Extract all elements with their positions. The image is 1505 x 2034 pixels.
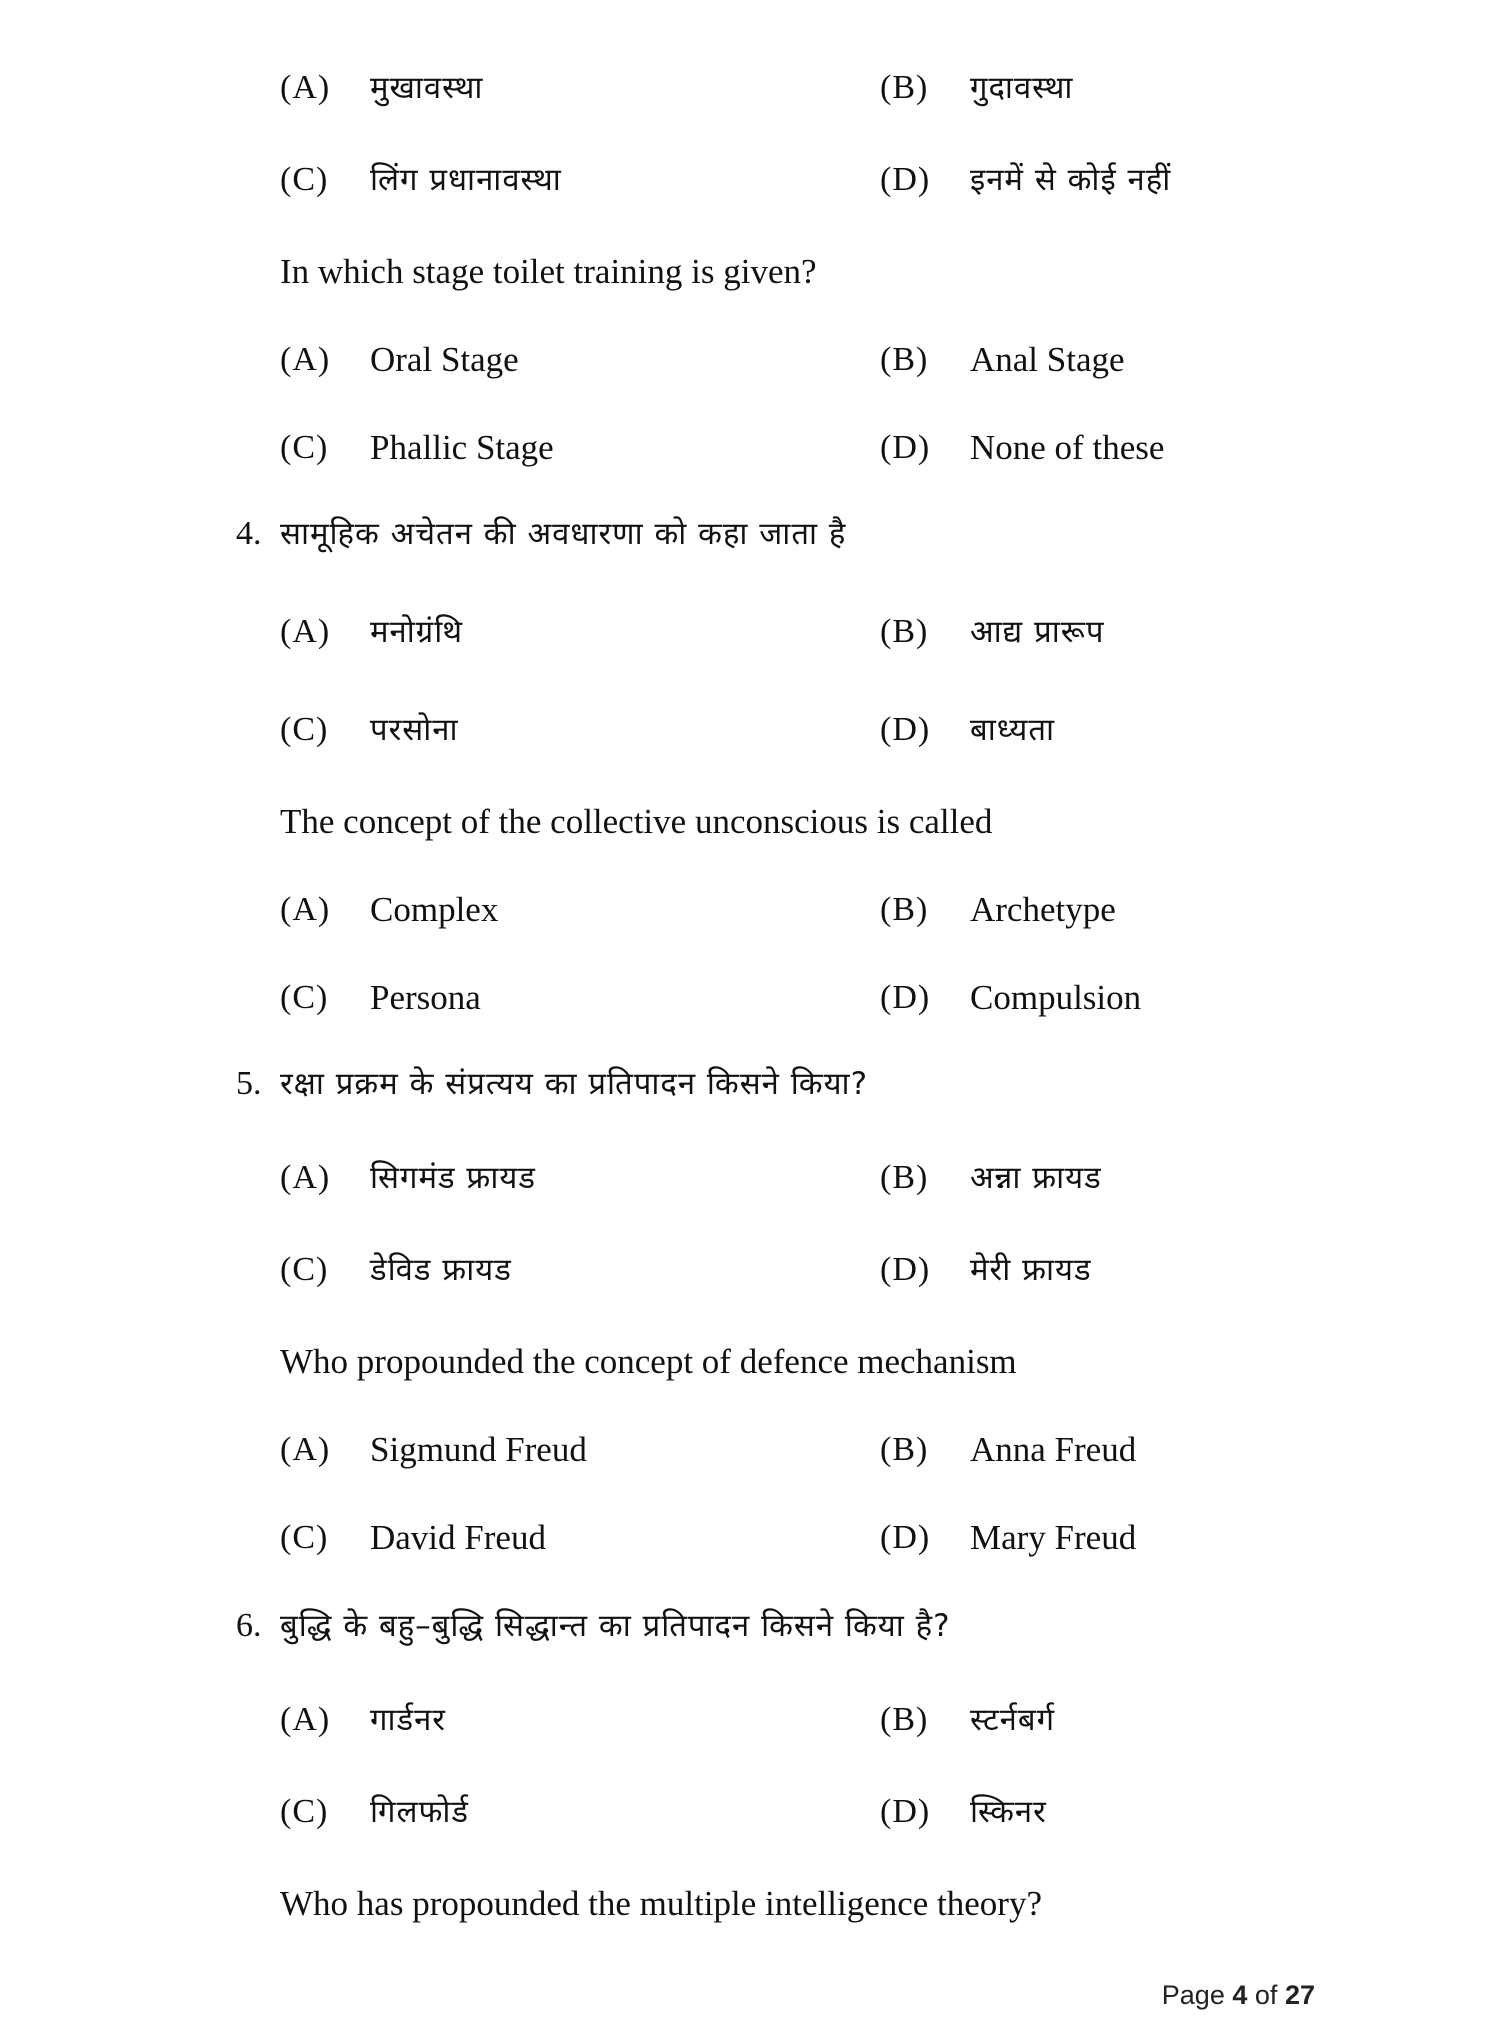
option-label: (C) xyxy=(280,711,329,748)
option-label: (B) xyxy=(880,1159,929,1196)
option-label: (D) xyxy=(880,161,931,198)
question-number: 5. xyxy=(236,1065,262,1102)
question-text-hindi: रक्षा प्रक्रम के संप्रत्यय का प्रतिपादन किसने किया? xyxy=(280,1066,869,1102)
option-text: None of these xyxy=(970,428,1165,467)
option-text: Persona xyxy=(370,978,481,1017)
option-label: (B) xyxy=(880,891,929,928)
option-text: स्टर्नबर्ग xyxy=(970,1702,1056,1738)
of-word: of xyxy=(1254,1980,1278,2010)
page-current: 4 xyxy=(1232,1980,1248,2010)
option-label: (C) xyxy=(280,1793,329,1830)
option-label: (B) xyxy=(880,1431,929,1468)
option-text: David Freud xyxy=(370,1518,546,1557)
option-text: परसोना xyxy=(370,712,459,748)
option-label: (A) xyxy=(280,69,331,106)
option-text: इनमें से कोई नहीं xyxy=(970,162,1172,198)
page-footer xyxy=(1162,1980,1315,2011)
option-d xyxy=(880,710,930,750)
question-text-english: In which stage toilet training is given? xyxy=(280,252,817,291)
option-label: (A) xyxy=(280,1431,331,1468)
option-d xyxy=(880,160,930,200)
option-label: (A) xyxy=(280,1701,331,1738)
option-text: अन्ना फ्रायड xyxy=(970,1160,1102,1196)
option-c xyxy=(280,1518,328,1558)
option-label: (C) xyxy=(280,1251,329,1288)
option-text: Anna Freud xyxy=(970,1430,1137,1469)
option-text: गार्डनर xyxy=(370,1702,446,1738)
option-b xyxy=(880,1430,928,1470)
option-label: (A) xyxy=(280,613,331,650)
option-d xyxy=(880,1792,930,1832)
option-text: गुदावस्था xyxy=(970,70,1074,106)
option-c xyxy=(280,1792,328,1832)
option-text: Anal Stage xyxy=(970,340,1125,379)
option-label: (C) xyxy=(280,1519,329,1556)
option-c xyxy=(280,710,328,750)
question-text-hindi: सामूहिक अचेतन की अवधारणा को कहा जाता है xyxy=(280,516,847,552)
option-a xyxy=(280,68,330,108)
option-a xyxy=(280,890,330,930)
option-label: (D) xyxy=(880,1519,931,1556)
option-c xyxy=(280,160,328,200)
option-c xyxy=(280,428,328,468)
option-d xyxy=(880,1518,930,1558)
option-text: Compulsion xyxy=(970,978,1142,1017)
page-total: 27 xyxy=(1284,1980,1315,2010)
option-d xyxy=(880,978,930,1018)
option-b xyxy=(880,68,928,108)
option-text: Mary Freud xyxy=(970,1518,1137,1557)
question-text-hindi: बुद्धि के बहु–बुद्धि सिद्धान्त का प्रतिपादन किसने किया है? xyxy=(280,1608,951,1644)
option-text: डेविड फ्रायड xyxy=(370,1252,512,1288)
option-a xyxy=(280,1158,330,1198)
option-text: बाध्यता xyxy=(970,712,1056,748)
question-text-english: The concept of the collective unconscious is called xyxy=(280,802,993,841)
option-d xyxy=(880,428,930,468)
option-text: आद्य प्रारूप xyxy=(970,614,1105,650)
option-text: स्किनर xyxy=(970,1794,1047,1830)
option-label: (B) xyxy=(880,613,929,650)
option-label: (C) xyxy=(280,979,329,1016)
option-a xyxy=(280,1430,330,1470)
option-label: (B) xyxy=(880,69,929,106)
option-b xyxy=(880,1158,928,1198)
option-text: सिगमंड फ्रायड xyxy=(370,1160,536,1196)
option-b xyxy=(880,1700,928,1740)
option-text: Archetype xyxy=(970,890,1116,929)
option-label: (A) xyxy=(280,341,331,378)
option-text: Oral Stage xyxy=(370,340,519,379)
option-text: Sigmund Freud xyxy=(370,1430,587,1469)
option-text: मुखावस्था xyxy=(370,70,484,106)
option-label: (C) xyxy=(280,429,329,466)
option-text: मनोग्रंथि xyxy=(370,614,464,650)
option-label: (D) xyxy=(880,979,931,1016)
option-label: (C) xyxy=(280,161,329,198)
option-c xyxy=(280,1250,328,1290)
option-b xyxy=(880,890,928,930)
option-text: लिंग प्रधानावस्था xyxy=(370,162,562,198)
option-d xyxy=(880,1250,930,1290)
option-b xyxy=(880,612,928,652)
option-b xyxy=(880,340,928,380)
option-label: (D) xyxy=(880,429,931,466)
option-label: (D) xyxy=(880,711,931,748)
option-label: (A) xyxy=(280,1159,331,1196)
question-number: 6. xyxy=(236,1607,262,1644)
question-text-english: Who has propounded the multiple intelligence theory? xyxy=(280,1884,1043,1923)
option-label: (D) xyxy=(880,1251,931,1288)
option-c xyxy=(280,978,328,1018)
option-label: (B) xyxy=(880,1701,929,1738)
option-a xyxy=(280,1700,330,1740)
option-label: (D) xyxy=(880,1793,931,1830)
question-text-english: Who propounded the concept of defence mechanism xyxy=(280,1342,1017,1381)
option-label: (B) xyxy=(880,341,929,378)
page-word: Page xyxy=(1161,1980,1225,2010)
option-text: Complex xyxy=(370,890,499,929)
option-a xyxy=(280,612,330,652)
option-a xyxy=(280,340,330,380)
option-text: मेरी फ्रायड xyxy=(970,1252,1092,1288)
option-label: (A) xyxy=(280,891,331,928)
option-text: गिलफोर्ड xyxy=(370,1794,470,1830)
option-text: Phallic Stage xyxy=(370,428,554,467)
question-number: 4. xyxy=(236,515,262,552)
